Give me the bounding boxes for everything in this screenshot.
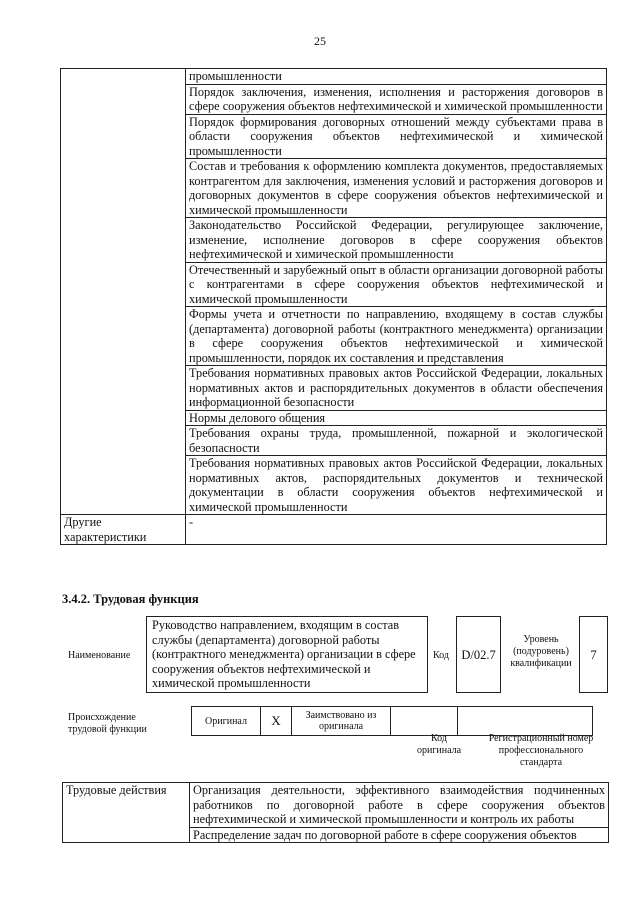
knowledge-item: Порядок формирования договорных отношений между субъектами права в области сооружения объектов нефтехимической и химической промышленности (186, 114, 607, 159)
labor-action-item: Распределение задач по договорной работе в сфере сооружения объектов (190, 827, 609, 843)
row-label-cell (61, 69, 186, 515)
registration-number-caption: Регистрационный номер профессионального стандарта (488, 733, 594, 768)
knowledge-item: Состав и требования к оформлению комплекта документов, предоставляемых контрагентом для заключения, изменения условий и расторжения договоров и договорных документов в сфере сооружения объектов нефтехимической и химической промышленности (186, 159, 607, 218)
original-label: Оригинал (192, 707, 261, 736)
knowledge-item: Нормы делового общения (186, 410, 607, 426)
origin-label: Происхождение трудовой функции (68, 712, 147, 735)
table-row (63, 783, 609, 828)
registration-number-cell (458, 707, 593, 736)
knowledge-item: Формы учета и отчетности по направлению, входящему в состав службы (департамента) договорной работы (контрактного менеджмента) организации в сфере сооружения объектов нефтехимической и химической промышленности, порядок их составления и представления (186, 307, 607, 366)
labor-actions-table (62, 782, 609, 843)
labor-actions-label: Трудовые действия (63, 783, 190, 843)
function-name-box: Руководство направлением, входящим в состав службы (департамента) договорной работы (контрактного менеджмента) организации в сфере сооружения объектов нефтехимической и химической промышленности (146, 616, 428, 693)
table-row (192, 707, 593, 736)
other-characteristics-label: Другие характеристики (61, 515, 186, 545)
original-code-caption: Код оригинала (416, 733, 462, 756)
knowledge-item: Законодательство Российской Федерации, регулирующее заключение, изменение, исполнение договоров в сфере сооружения объектов нефтехимической и химической промышленности (186, 218, 607, 263)
labor-action-item: Организация деятельности, эффективного взаимодействия подчиненных работников по договорной работе в сфере сооружения объектов нефтехимической и химической промышленности и контроль их работы (190, 783, 609, 828)
knowledge-item: промышленности (186, 69, 607, 85)
original-code-cell (391, 707, 458, 736)
required-knowledge-table (60, 68, 607, 545)
qualification-level-label: Уровень (подуровень) квалификации (510, 634, 572, 669)
section-heading: 3.4.2. Трудовая функция (62, 592, 199, 606)
knowledge-item: Порядок заключения, изменения, исполнения и расторжения договоров в сфере сооружения объектов нефтехимической и химической промышленности (186, 84, 607, 114)
knowledge-item: Требования нормативных правовых актов Российской Федерации, локальных нормативных актов и распорядительных документов в области обеспечения информационной безопасности (186, 366, 607, 411)
qualification-level-box: 7 (579, 616, 608, 693)
origin-table (191, 706, 593, 736)
table-row (61, 69, 607, 85)
code-label: Код (433, 650, 449, 661)
name-label: Наименование (68, 650, 131, 661)
function-code-box: D/02.7 (456, 616, 501, 693)
knowledge-item: Отечественный и зарубежный опыт в области организации договорной работы с контрагентами в сфере сооружения объектов нефтехимической и химической промышленности (186, 262, 607, 307)
table-row (61, 515, 607, 545)
original-mark: X (261, 707, 292, 736)
page-number: 25 (314, 34, 326, 48)
borrowed-label: Заимствовано из оригинала (292, 707, 391, 736)
knowledge-item: Требования охраны труда, промышленной, пожарной и экологической безопасности (186, 426, 607, 456)
other-characteristics-value: - (186, 515, 607, 545)
knowledge-item: Требования нормативных правовых актов Российской Федерации, локальных нормативных актов, распорядительных документов и технической документации в области сооружения объектов нефтехимической и химической промышленности (186, 456, 607, 515)
